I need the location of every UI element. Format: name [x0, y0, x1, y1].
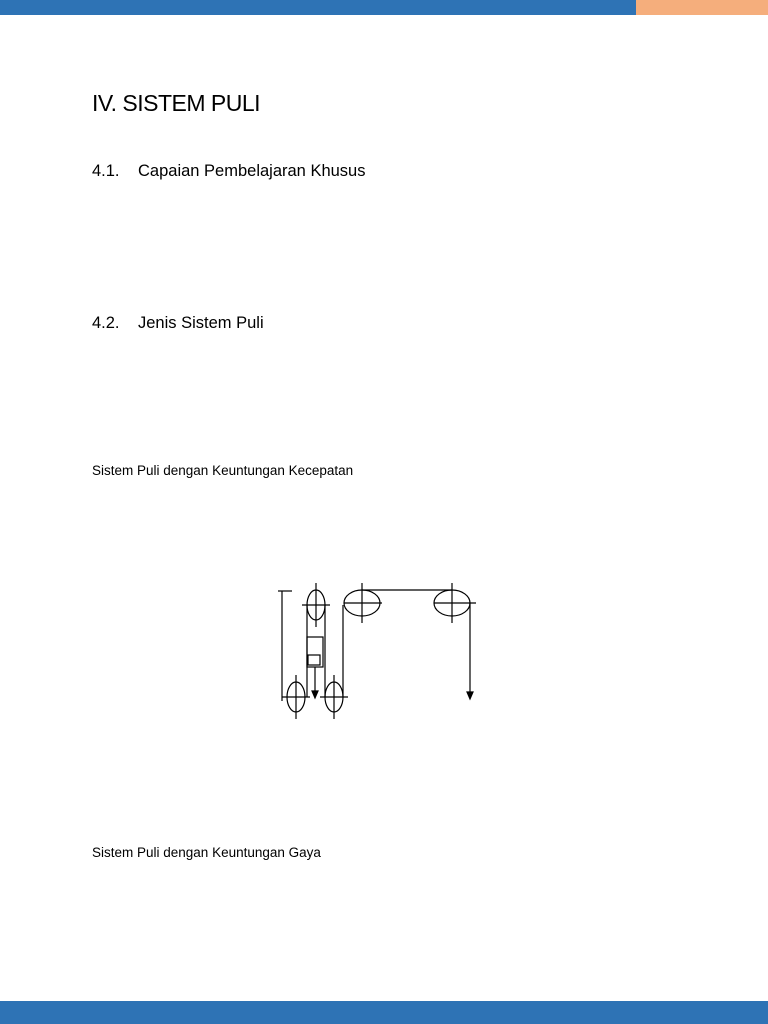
header-bar-blue — [0, 0, 636, 15]
chapter-title: IV. SISTEM PULI — [92, 90, 261, 116]
weight-block — [307, 637, 323, 667]
section-heading-4-2 — [92, 314, 264, 333]
section-number: 4.1. — [92, 162, 120, 180]
header-bar-orange — [636, 0, 768, 15]
footer-bar-blue — [0, 1001, 768, 1024]
subsection-velocity: Sistem Puli dengan Keuntungan Kecepatan — [92, 463, 354, 478]
section-heading-4-1 — [92, 162, 365, 181]
section-title: Jenis Sistem Puli — [138, 314, 264, 332]
section-title: Capaian Pembelajaran Khusus — [138, 162, 366, 180]
section-number: 4.2. — [92, 314, 120, 332]
subsection-force: Sistem Puli dengan Keuntungan Gaya — [92, 845, 321, 860]
pulley-system-velocity-diagram-icon — [270, 575, 485, 725]
